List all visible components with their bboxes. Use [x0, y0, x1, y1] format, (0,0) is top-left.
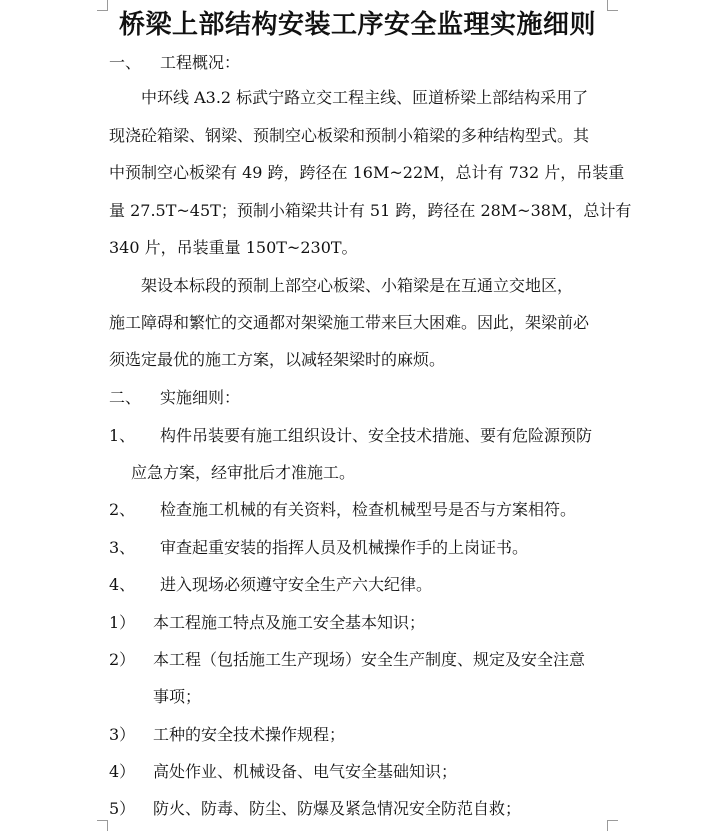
paragraph-line: 架设本标段的预制上部空心板梁、小箱梁是在互通立交地区，: [141, 276, 574, 295]
paragraph-line: 须选定最优的施工方案，以减轻架梁时的麻烦。: [109, 350, 446, 369]
paragraph-line: 现浇砼箱梁、钢梁、预制空心板梁和预制小箱梁的多种结构型式。其: [109, 126, 590, 145]
sub-item-text-line: 本工程施工特点及施工安全基本知识；: [153, 613, 426, 632]
section-1-number: 一、: [109, 53, 142, 72]
sub-item-text-line: 高处作业、机械设备、电气安全基础知识；: [153, 762, 458, 781]
item-text-line: 应急方案，经审批后才准施工。: [131, 463, 356, 482]
sub-item-text-line: 工种的安全技术操作规程；: [153, 725, 346, 744]
sub-item-text-line: 本工程（包括施工生产现场）安全生产制度、规定及安全注意: [153, 650, 586, 669]
sub-item-number: 1）: [109, 613, 136, 632]
page-corner-mark-bottom-right: [607, 820, 618, 831]
item-text-line: 构件吊装要有施工组织设计、安全技术措施、要有危险源预防: [160, 426, 593, 445]
item-number: 4、: [109, 575, 136, 594]
section-2-number: 二、: [109, 388, 142, 407]
sub-item-number: 3）: [109, 725, 136, 744]
sub-item-text-line: 事项；: [153, 687, 202, 706]
item-text-line: 进入现场必须遵守安全生产六大纪律。: [160, 575, 433, 594]
paragraph-line: 中环线 A3.2 标武宁路立交工程主线、匝道桥梁上部结构采用了: [141, 88, 589, 107]
sub-item-text-line: 防火、防毒、防尘、防爆及紧急情况安全防范自救；: [153, 799, 522, 818]
section-2-heading: 实施细则：: [160, 388, 241, 407]
item-text-line: 审查起重安装的指挥人员及机械操作手的上岗证书。: [160, 538, 529, 557]
item-number: 3、: [109, 538, 136, 557]
document-title: 桥梁上部结构安装工序安全监理实施细则: [118, 10, 596, 40]
item-number: 2、: [109, 500, 136, 519]
sub-item-number: 4）: [109, 762, 136, 781]
item-text-line: 检查施工机械的有关资料，检查机械型号是否与方案相符。: [160, 500, 577, 519]
paragraph-line: 施工障碍和繁忙的交通都对架梁施工带来巨大困难。因此，架梁前必: [109, 313, 590, 332]
sub-item-number: 5）: [109, 799, 136, 818]
section-1-heading: 工程概况：: [160, 53, 241, 72]
paragraph-line: 中预制空心板梁有 49 跨，跨径在 16M~22M，总计有 732 片，吊装重: [109, 163, 625, 182]
paragraph-line: 量 27.5T~45T；预制小箱梁共计有 51 跨，跨径在 28M~38M，总计有: [109, 201, 632, 220]
paragraph-line: 340 片，吊装重量 150T~230T。: [109, 238, 358, 257]
item-number: 1、: [109, 426, 136, 445]
page-corner-mark-bottom-left: [97, 820, 108, 831]
sub-item-number: 2）: [109, 650, 136, 669]
